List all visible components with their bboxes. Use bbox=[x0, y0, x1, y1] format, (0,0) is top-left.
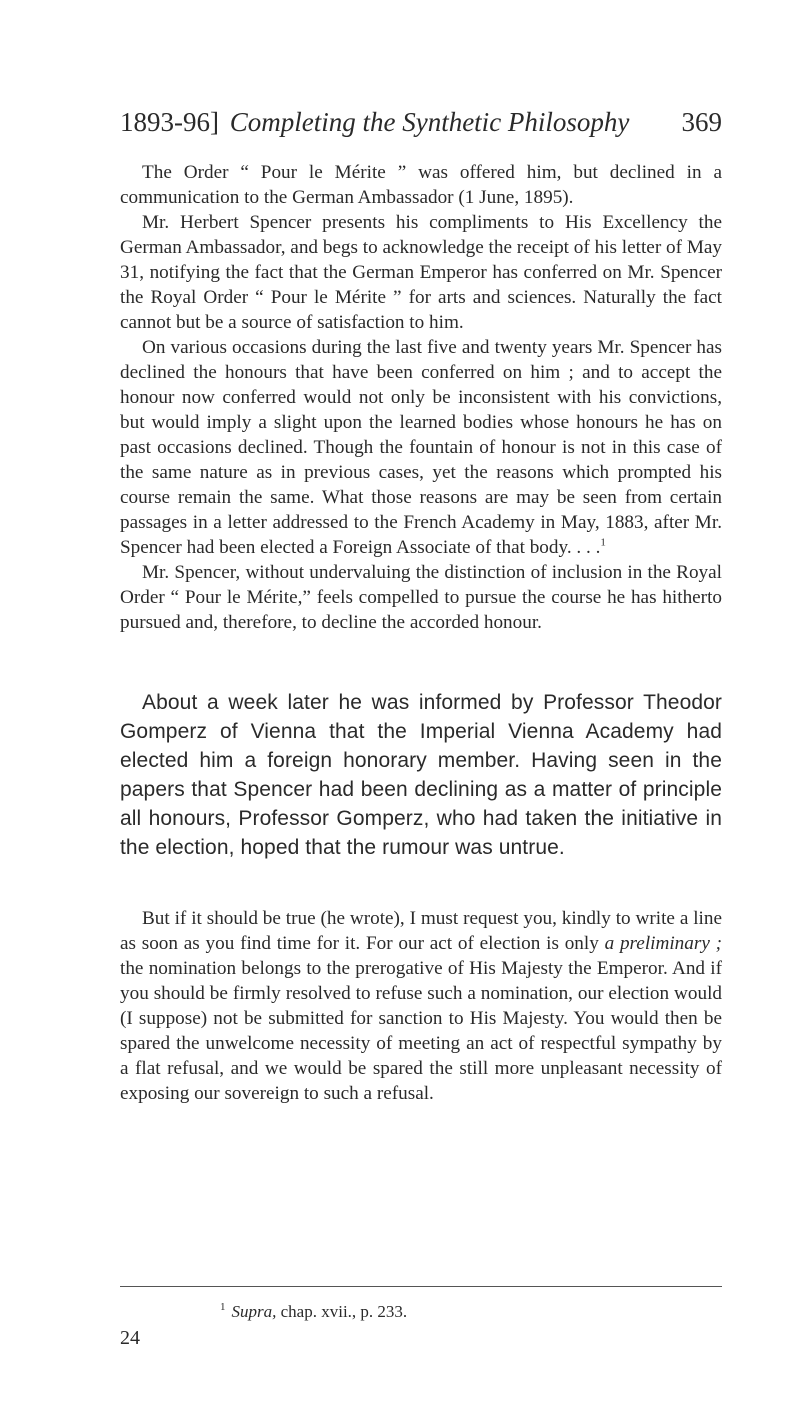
gomperz-letter-start: But if it should be true (he wrote), I must request you, kindly to write a line as soon as you find time for it. For our act of election is only bbox=[120, 908, 722, 954]
signature-mark: 24 bbox=[120, 1327, 140, 1349]
paragraph-decline-honour: Mr. Spencer, without undervaluing the distinction of inclusion in the Royal Order “ Pour le Mérite,” feels compelled to pursue the course he has hitherto pursued and, therefore, to decline the accorded honour. bbox=[120, 562, 722, 633]
running-head-title: Completing the Synthetic Philosophy bbox=[229, 107, 630, 137]
paragraph-gomperz-letter bbox=[120, 906, 722, 1106]
footnote-rule bbox=[120, 1286, 722, 1287]
quoted-letter-block bbox=[120, 160, 722, 635]
quoted-gomperz-letter bbox=[120, 906, 722, 1106]
paragraph-order-offered: The Order “ Pour le Mérite ” was offered him, but declined in a communication to the German Ambassador (1 June, 1895). bbox=[120, 162, 722, 208]
footnote-text: chap. xvii., p. 233. bbox=[276, 1302, 408, 1321]
footnote-mark: 1 bbox=[220, 1301, 226, 1314]
footnote bbox=[220, 1300, 407, 1324]
paragraph-spencer-compliments: Mr. Herbert Spencer presents his compliments to His Excellency the German Ambassador, and begs to acknowledge the receipt of his letter of May 31, notifying the fact that the German Emperor has conferred on Mr. Spencer the Royal Order “ Pour le Mérite ” for arts and sciences. Naturally the fact cannot but be a source of satisfaction to him. bbox=[120, 212, 722, 333]
footnote-source: Supra, bbox=[231, 1302, 277, 1321]
paragraph-gomperz: About a week later he was informed by Professor Theodor Gomperz of Vienna that the Imperial Vienna Academy had elected him a foreign honorary member. Having seen in the papers that Spencer had been declining as a matter of principle all honours, Professor Gomperz, who had taken the initiative in the election, hoped that the rumour was untrue. bbox=[120, 691, 722, 859]
paragraph-various-occasions-text: On various occasions during the last five and twenty years Mr. Spencer has declined the honours that have been conferred on him ; and to accept the honour now conferred would not only be inconsistent with his convictions, but would imply a slight upon the learned bodies whose honours he has on past occasions declined. Though the fountain of honour is not in this case of the same nature as in previous cases, yet the reasons which prompted his course remain the same. What those reasons are may be seen from certain passages in a letter addressed to the French Academy in May, 1883, after Mr. Spencer had been elected a Foreign Associate of that body. . . . bbox=[120, 337, 722, 558]
running-head-left bbox=[120, 100, 629, 144]
footnote-reference: 1 bbox=[600, 536, 606, 549]
gomperz-letter-italic: a preliminary ; bbox=[604, 933, 722, 954]
gomperz-letter-end: the nomination belongs to the prerogative of His Majesty the Emperor. And if you should be firmly resolved to refuse such a nomination, our election would (I suppose) not be submitted for sanction to His Majesty. You would then be spared the unwelcome necessity of meeting an act of respectful sympathy by a flat refusal, and we would be spared the still more unpleasant necessity of exposing our sovereign to such a refusal. bbox=[120, 958, 722, 1104]
running-head-years: 1893-96] bbox=[120, 107, 219, 137]
paragraph-various-occasions bbox=[120, 335, 722, 560]
page-number: 369 bbox=[681, 107, 722, 137]
running-head bbox=[120, 100, 722, 144]
narrative-block bbox=[120, 688, 722, 862]
